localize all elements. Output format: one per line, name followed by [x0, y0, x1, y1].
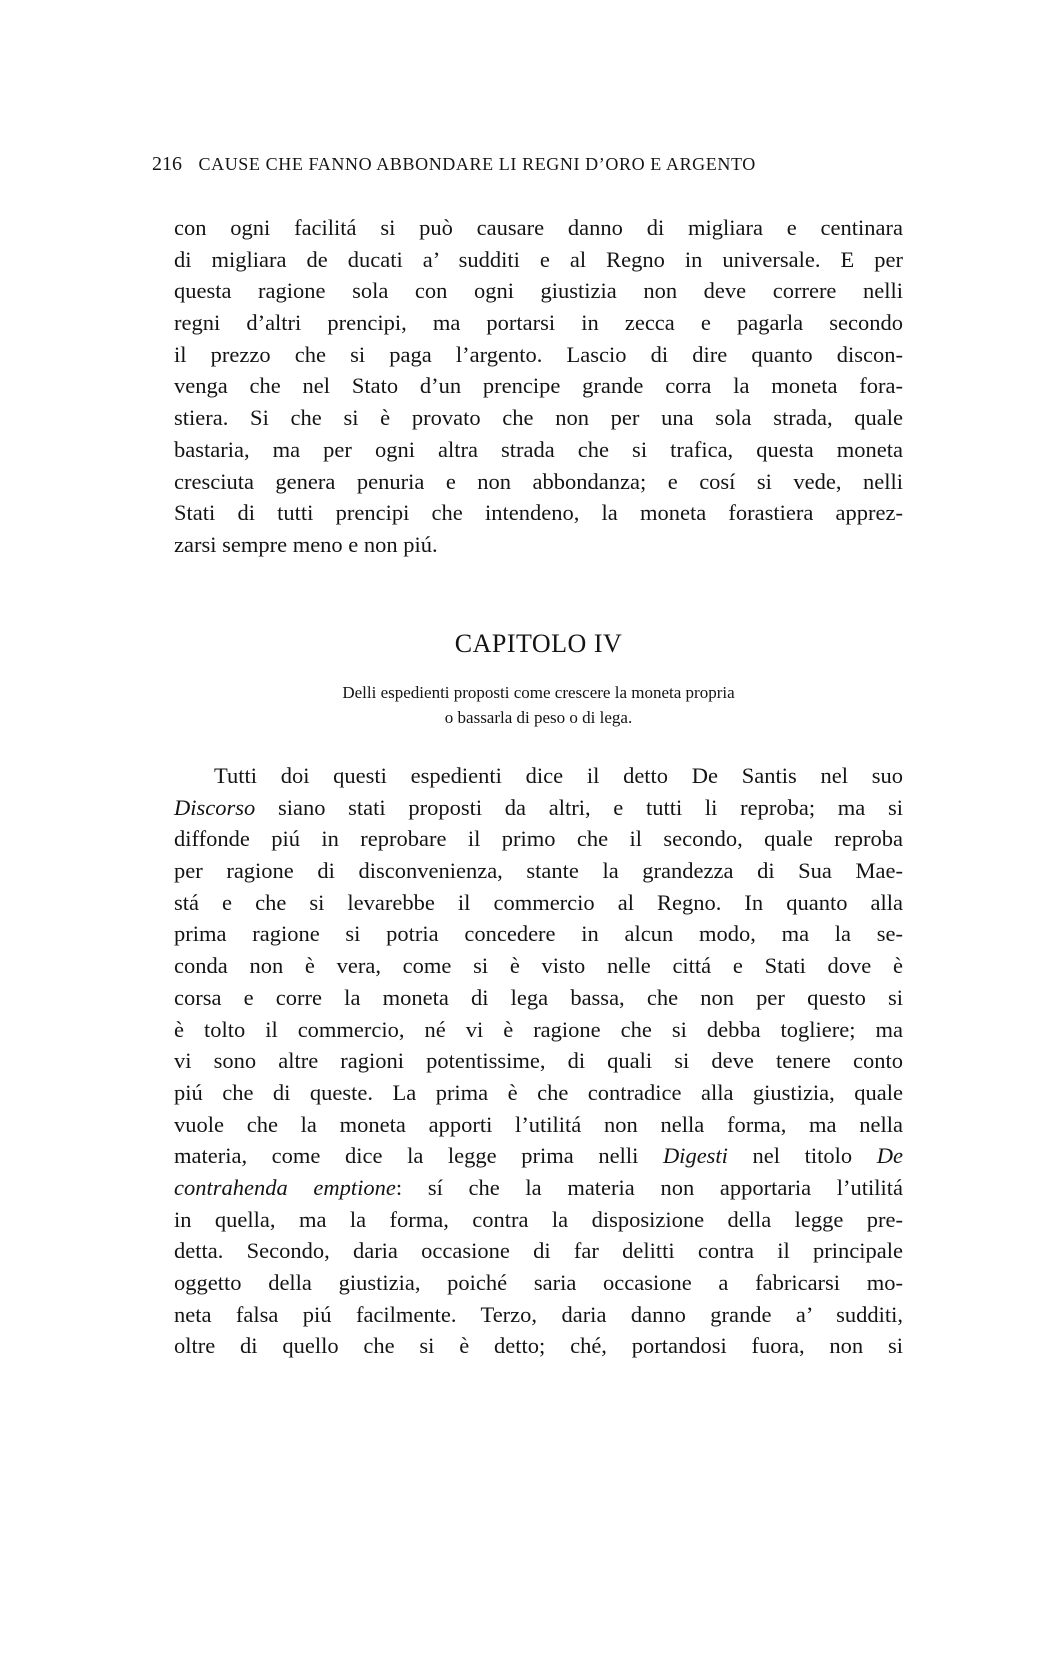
text-line: stá e che si levarebbe il commercio al Regno. In quanto alla: [174, 889, 903, 915]
text-line: questa ragione sola con ogni giustizia non deve correre nelli: [174, 278, 903, 304]
text-line: neta falsa piú facilmente. Terzo, daria danno grande a’ sudditi,: [174, 1301, 903, 1327]
text-line: il prezzo che si paga l’argento. Lascio di dire quanto discon-: [174, 341, 903, 367]
text-line: zarsi sempre meno e non piú.: [174, 531, 438, 557]
chapter-title: CAPITOLO IV: [454, 629, 623, 658]
text-line: in quella, ma la forma, contra la disposizione della legge pre-: [174, 1206, 903, 1232]
paragraph-continued: [174, 212, 903, 561]
text-line: conda non è vera, come si è visto nelle cittá e Stati dove è: [174, 953, 903, 979]
text-line: è tolto il commercio, né vi è ragione che si debba togliere; ma: [174, 1016, 903, 1042]
chapter-subtitle-line: o bassarla di peso o di lega.: [444, 708, 633, 727]
text-line: Tutti doi questi espedienti dice il detto De Santis nel suo: [214, 763, 903, 788]
italic-title: contrahenda emptione: [174, 1174, 396, 1200]
italic-title: Digesti: [662, 1143, 728, 1169]
text-line: [174, 1172, 903, 1204]
italic-title: De: [876, 1143, 903, 1169]
text-span: nel titolo: [727, 1143, 877, 1169]
text-line: detta. Secondo, daria occasione di far delitti contra il principale: [174, 1238, 903, 1264]
text-line: prima ragione si potria concedere in alcun modo, ma la se-: [174, 921, 903, 947]
text-line: oggetto della giustizia, poiché saria occasione a fabricarsi mo-: [174, 1270, 903, 1295]
chapter-subtitle: [174, 680, 903, 730]
text-line: venga che nel Stato d’un prencipe grande corra la moneta fora-: [174, 373, 903, 399]
text-line: Stati di tutti prencipi che intendeno, la moneta forastiera apprez-: [174, 500, 903, 526]
text-line: regni d’altri prencipi, ma portarsi in zecca e pagarla secondo: [174, 310, 903, 336]
chapter-subtitle-line: Delli espedienti proposti come crescere la moneta propria: [342, 683, 735, 702]
text-line: oltre di quello che si è detto; ché, portandosi fuora, non si: [174, 1333, 903, 1359]
text-line: con ogni facilitá si può causare danno di migliara e centinara: [174, 215, 903, 240]
text-line: corsa e corre la moneta di lega bassa, che non per questo si: [174, 984, 903, 1010]
text-line: [174, 1140, 903, 1172]
text-line: piú che di queste. La prima è che contradice alla giustizia, quale: [174, 1079, 903, 1105]
text-line: di migliara de ducati a’ sudditi e al Regno in universale. E per: [174, 246, 903, 272]
text-line: per ragione di disconvenienza, stante la grandezza di Sua Mae-: [174, 858, 903, 884]
text-line: stiera. Si che si è provato che non per una sola strada, quale: [174, 405, 903, 431]
text-span: materia, come dice la legge prima nelli: [174, 1143, 663, 1169]
text-line: bastaria, ma per ogni altra strada che si trafica, questa moneta: [174, 436, 903, 462]
running-header: [152, 152, 874, 176]
page-number: 216: [152, 153, 182, 175]
text-line: cresciuta genera penuria e non abbondanza; e cosí si vede, nelli: [174, 468, 903, 494]
text-span: : sí che la materia non apportaria l’utilitá: [395, 1174, 903, 1200]
text-line: diffonde piú in reprobare il primo che il secondo, quale reproba: [174, 826, 903, 852]
text-span: siano stati proposti da altri, e tutti li reproba; ma si: [255, 794, 903, 820]
text-line: vi sono altre ragioni potentissime, di quali si deve tenere conto: [174, 1048, 903, 1074]
chapter-body-paragraph: [174, 760, 903, 1362]
text-line: vuole che la moneta apporti l’utilitá non nella forma, ma nella: [174, 1111, 903, 1137]
text-line: [174, 792, 903, 824]
running-title: CAUSE CHE FANNO ABBONDARE LI REGNI D’ORO E ARGENTO: [198, 154, 756, 174]
italic-title: Discorso: [174, 794, 256, 820]
